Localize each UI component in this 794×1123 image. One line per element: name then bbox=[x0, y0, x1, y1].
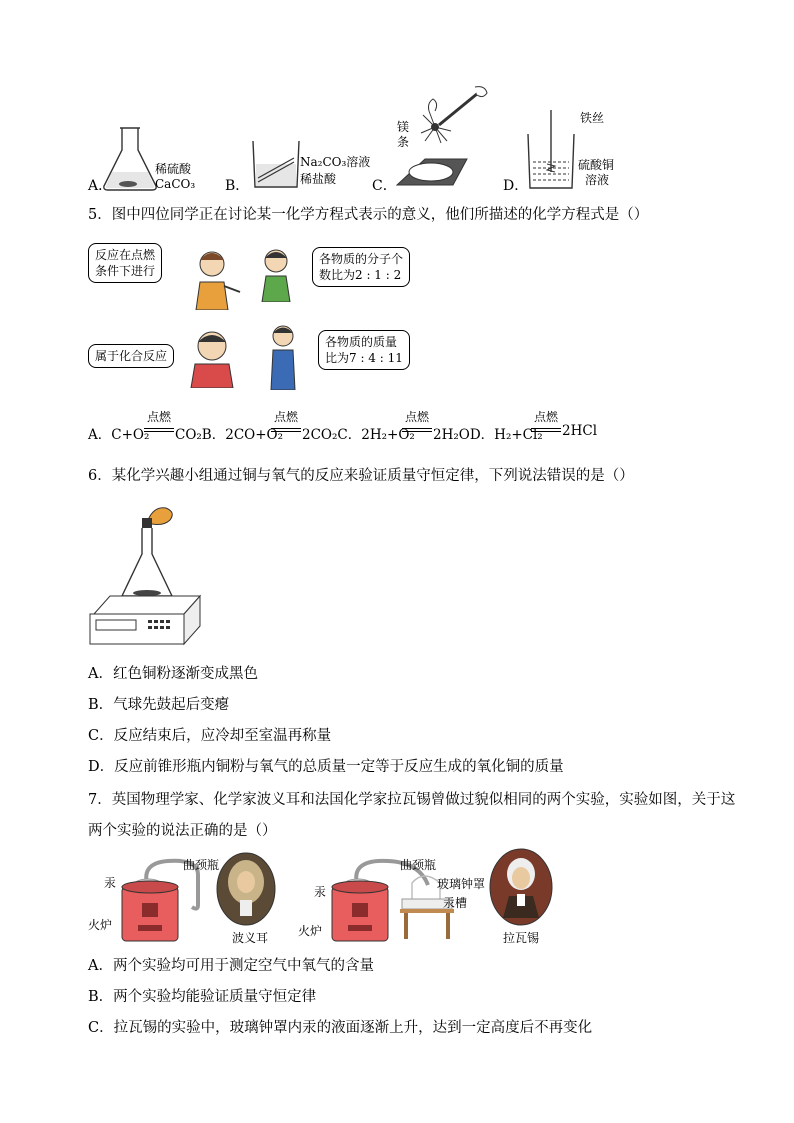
lavoisier-label-trough: 汞槽 bbox=[443, 896, 468, 910]
beaker-label-hcl: 稀盐酸 bbox=[300, 172, 337, 186]
question-5-stem: 5．图中四位同学正在讨论某一化学方程式表示的意义，他们所描述的化学方程式是（） bbox=[88, 207, 649, 223]
q5-equals-4 bbox=[531, 428, 561, 432]
speech-bubble-4: 各物质的质量 比为7 : 4 : 11 bbox=[318, 330, 410, 370]
boyle-label-furnace: 火炉 bbox=[88, 918, 113, 932]
option-c-label: C． bbox=[372, 178, 397, 194]
iron-label-cuso4-1: 硫酸铜 bbox=[578, 158, 615, 172]
question-6-stem: 6．某化学兴趣小组通过铜与氧气的反应来验证质量守恒定律，下列说法错误的是（） bbox=[88, 468, 634, 484]
q6-option-a: A．红色铜粉逐渐变成黑色 bbox=[88, 666, 258, 682]
option-b-label: B． bbox=[225, 178, 250, 194]
burning-magnesium-figure bbox=[395, 85, 495, 190]
q7-option-a: A．两个实验均可用于测定空气中氧气的含量 bbox=[88, 958, 374, 974]
iron-label-cuso4-2: 溶液 bbox=[585, 173, 610, 187]
q5-condition-3: 点燃 bbox=[404, 410, 429, 424]
question-7-stem-line1: 7．英国物理学家、化学家波义耳和法国化学家拉瓦锡曾做过貌似相同的两个实验，实验如图，关于这 bbox=[88, 792, 736, 808]
q5-option-c-right: 2H₂OD．H₂+Cl₂ bbox=[433, 427, 543, 443]
iron-wire-figure bbox=[525, 108, 577, 190]
boyle-name: 波义耳 bbox=[232, 931, 269, 945]
lavoisier-label-retort: 曲颈瓶 bbox=[400, 858, 437, 872]
q5-equals-2 bbox=[271, 428, 301, 432]
option-a-label: A． bbox=[88, 178, 113, 194]
q5-equals-3 bbox=[402, 428, 432, 432]
q5-option-d-right: 2HCl bbox=[562, 423, 598, 439]
q5-condition-4: 点燃 bbox=[533, 410, 558, 424]
student-figure-4 bbox=[265, 322, 301, 390]
lavoisier-label-furnace: 火炉 bbox=[298, 924, 323, 938]
q5-condition-1: 点燃 bbox=[146, 410, 171, 424]
balance-flask-figure bbox=[88, 498, 208, 648]
boyle-portrait bbox=[216, 852, 276, 926]
beaker-figure bbox=[250, 138, 302, 190]
flask-label-caco3: CaCO₃ bbox=[155, 177, 196, 191]
q5-option-a-right: CO₂B．2CO+O₂ bbox=[175, 427, 284, 443]
student-figure-2 bbox=[256, 246, 296, 302]
iron-label-wire: 铁丝 bbox=[580, 111, 605, 125]
boyle-label-mercury: 汞 bbox=[104, 876, 117, 890]
speech-bubble-1: 反应在点燃 条件下进行 bbox=[88, 243, 162, 283]
q6-option-b: B．气球先鼓起后变瘪 bbox=[88, 697, 230, 713]
q7-option-b: B．两个实验均能验证质量守恒定律 bbox=[88, 989, 317, 1005]
option-d-label: D． bbox=[503, 178, 529, 194]
q6-option-c: C．反应结束后，应冷却至室温再称量 bbox=[88, 728, 332, 744]
q5-equals-1 bbox=[144, 428, 174, 432]
q7-option-c: C．拉瓦锡的实验中，玻璃钟罩内汞的液面逐渐上升，达到一定高度后不再变化 bbox=[88, 1020, 593, 1036]
student-figure-3 bbox=[185, 328, 239, 388]
beaker-label-na2co3: Na₂CO₃溶液 bbox=[300, 155, 371, 169]
q6-option-d: D．反应前锥形瓶内铜粉与氧气的总质量一定等于反应生成的氧化铜的质量 bbox=[88, 759, 564, 775]
lavoisier-portrait bbox=[489, 848, 553, 926]
lavoisier-name: 拉瓦锡 bbox=[503, 931, 540, 945]
speech-bubble-2: 各物质的分子个 数比为2 : 1 : 2 bbox=[312, 247, 410, 287]
q5-condition-2: 点燃 bbox=[273, 410, 298, 424]
magnesium-label-1: 镁 bbox=[397, 120, 410, 134]
magnesium-label-2: 条 bbox=[397, 135, 410, 149]
flask-label-acid: 稀硫酸 bbox=[155, 162, 192, 176]
boyle-label-retort: 曲颈瓶 bbox=[183, 858, 220, 872]
speech-bubble-3: 属于化合反应 bbox=[88, 344, 174, 368]
student-figure-1 bbox=[182, 246, 242, 310]
q5-option-b-right: 2CO₂C．2H₂+O₂ bbox=[302, 427, 415, 443]
lavoisier-label-mercury: 汞 bbox=[314, 885, 327, 899]
q5-option-a-left: A．C+O₂ bbox=[88, 427, 150, 443]
lavoisier-label-bell-jar: 玻璃钟罩 bbox=[437, 877, 486, 891]
question-7-stem-line2: 两个实验的说法正确的是（） bbox=[88, 823, 277, 839]
